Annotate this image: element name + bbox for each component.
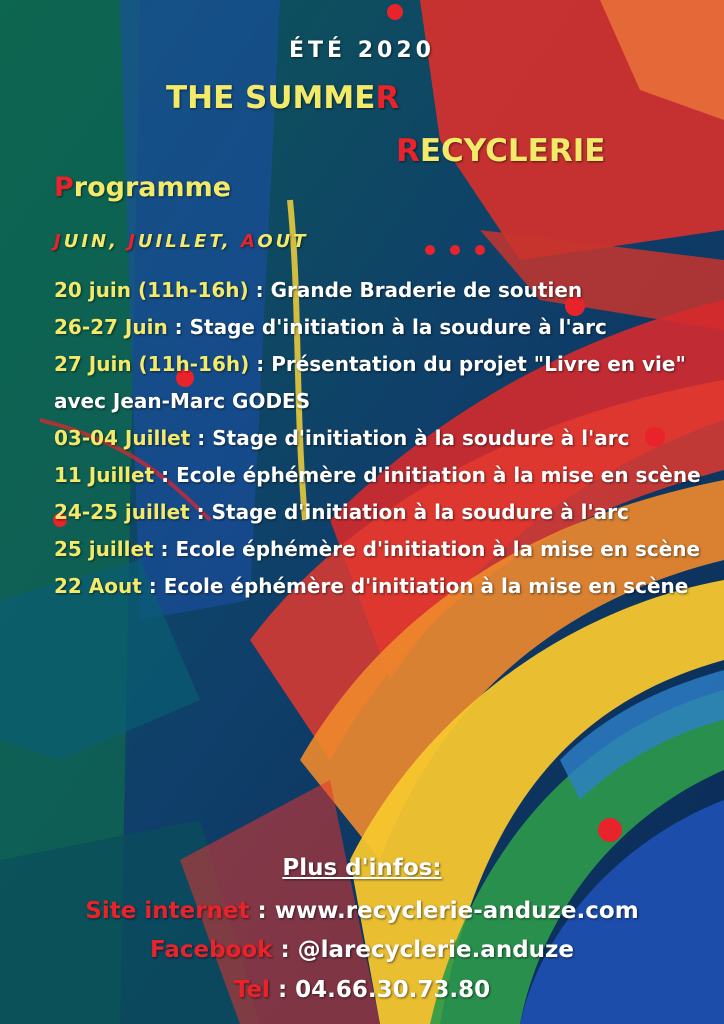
months-heading <box>54 231 309 252</box>
event-description: : Ecole éphémère d'initiation à la mise en scène <box>153 537 701 561</box>
event-item <box>54 309 714 346</box>
event-list <box>54 272 714 605</box>
month-text: UIN, <box>63 231 129 252</box>
event-item <box>54 568 714 605</box>
phone-number[interactable]: : 04.66.30.73.80 <box>269 977 491 1003</box>
facebook-label: Facebook <box>149 937 273 963</box>
event-date: 03-04 Juillet <box>54 426 191 450</box>
title-line-1-accent: R <box>375 80 400 116</box>
event-description: : Stage d'initiation à la soudure à l'arc <box>189 500 629 524</box>
event-description: : Ecole éphémère d'initiation à la mise en scène <box>141 574 689 598</box>
event-description: : Stage d'initiation à la soudure à l'arc <box>167 315 607 339</box>
season-heading: ÉTÉ 2020 <box>289 38 435 63</box>
event-item <box>54 272 714 309</box>
facebook-line <box>0 937 724 963</box>
event-date: 27 Juin (11h-16h) <box>54 352 250 376</box>
title-line-2 <box>396 133 605 169</box>
event-item <box>54 457 714 494</box>
event-date: 11 Juillet <box>54 463 155 487</box>
facebook-handle[interactable]: : @larecyclerie.anduze <box>272 937 575 963</box>
event-item <box>54 494 714 531</box>
event-item <box>54 531 714 568</box>
month-accent: A <box>240 231 258 252</box>
programme-main: rogramme <box>73 172 232 203</box>
event-description: : Présentation du projet "Livre en vie" avec Jean-Marc GODES <box>54 352 686 413</box>
website-link[interactable]: : www.recyclerie-anduze.com <box>249 898 639 924</box>
event-date: 22 Aout <box>54 574 142 598</box>
event-item <box>54 346 714 420</box>
title-line-2-accent: R <box>396 133 420 169</box>
more-info-heading: Plus d'infos: <box>282 855 442 881</box>
programme-accent: P <box>54 172 74 203</box>
website-label: Site internet <box>85 898 250 924</box>
month-accent: J <box>54 231 64 252</box>
event-description: : Grande Braderie de soutien <box>248 278 583 302</box>
month-text: UILLET, <box>137 231 241 252</box>
phone-line <box>0 977 724 1003</box>
month-accent: J <box>128 231 138 252</box>
event-date: 24-25 juillet <box>54 500 190 524</box>
month-text: OUT <box>257 231 309 252</box>
event-date: 20 juin (11h-16h) <box>54 278 249 302</box>
title-line-1-main: THE SUMME <box>166 80 376 116</box>
programme-heading <box>54 172 231 203</box>
phone-label: Tel <box>233 977 270 1003</box>
event-description: : Ecole éphémère d'initiation à la mise en scène <box>154 463 701 487</box>
title-line-2-main: ECYCLERIE <box>419 133 606 169</box>
event-item <box>54 420 714 457</box>
event-date: 25 juillet <box>54 537 154 561</box>
website-line <box>0 898 724 924</box>
title-line-1 <box>166 80 399 116</box>
event-date: 26-27 Juin <box>54 315 168 339</box>
event-description: : Stage d'initiation à la soudure à l'arc <box>190 426 630 450</box>
